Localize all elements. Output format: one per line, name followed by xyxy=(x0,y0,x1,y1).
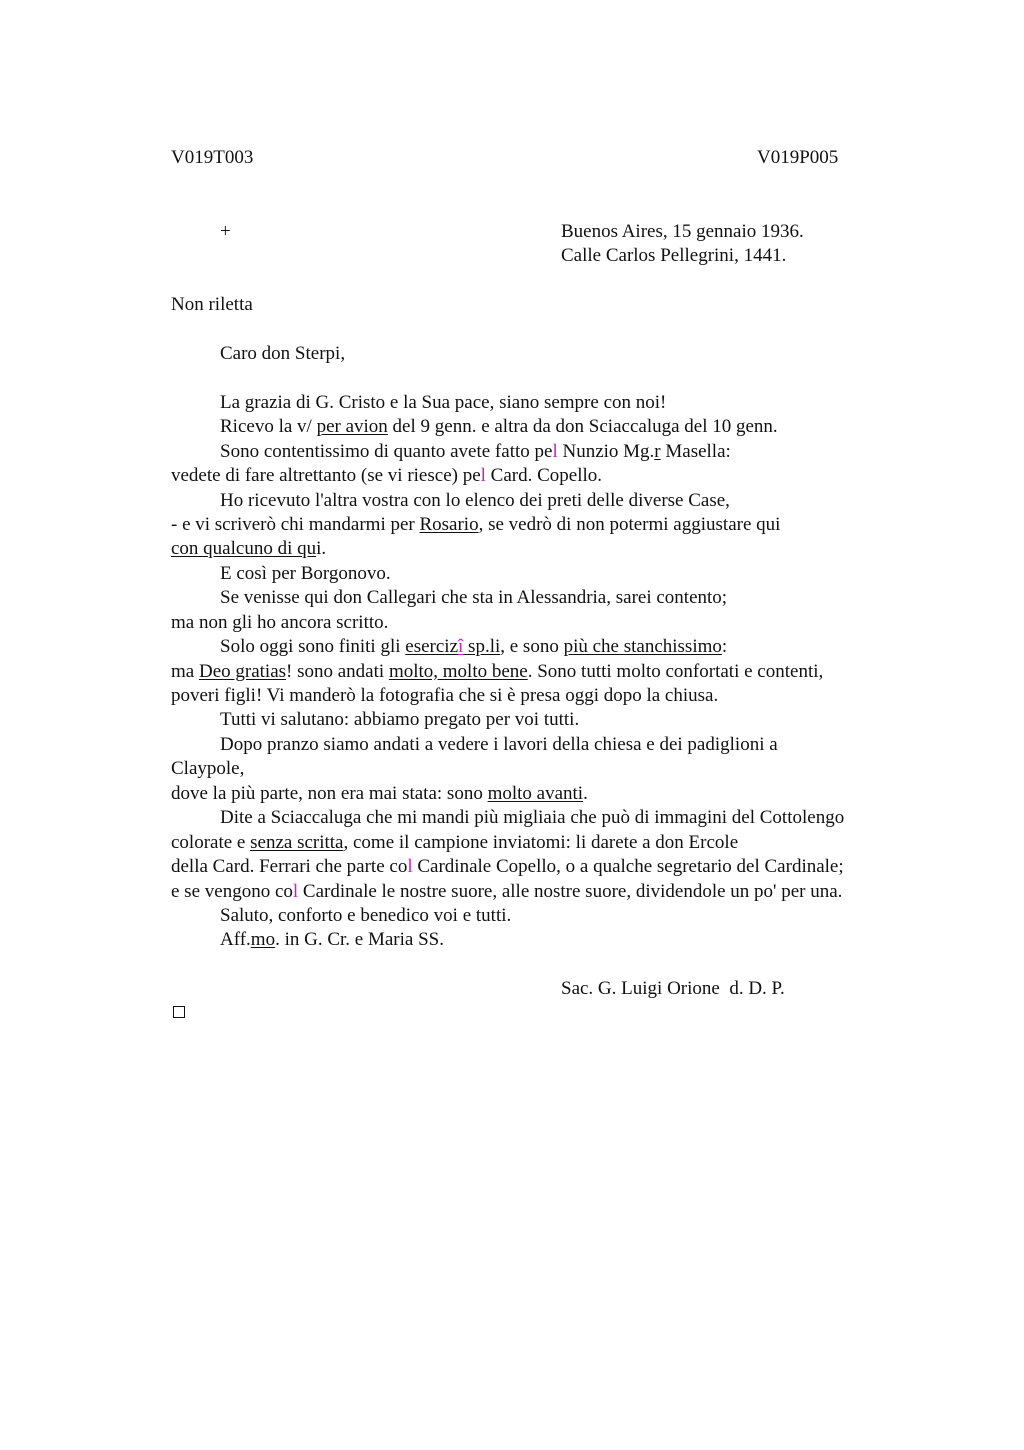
note-non-riletta: Non riletta xyxy=(171,294,253,315)
body-line: con qualcuno di qui. xyxy=(171,538,327,559)
body-line: ma non gli ho ancora scritto. xyxy=(171,612,389,633)
body-line: vedete di fare altrettanto (se vi riesce) pel Card. Copello. xyxy=(171,465,603,486)
body-line: e se vengono col Cardinale le nostre suore, alle nostre suore, dividendole un po' per una. xyxy=(171,881,843,902)
body-line: La grazia di G. Cristo e la Sua pace, siano sempre con noi! xyxy=(220,392,667,413)
signature: Sac. G. Luigi Orione d. D. P. xyxy=(561,978,785,999)
body-line: Ricevo la v/ per avion del 9 genn. e altra da don Sciaccaluga del 10 genn. xyxy=(220,416,778,437)
body-line: Solo oggi sono finiti gli esercizî sp.li, e sono più che stanchissimo: xyxy=(220,636,728,657)
body-line: - e vi scriverò chi mandarmi per Rosario, se vedrò di non potermi aggiustare qui xyxy=(171,514,781,535)
document-code-left: V019T003 xyxy=(171,147,254,168)
body-line: poveri figli! Vi manderò la fotografia che si è presa oggi dopo la chiusa. xyxy=(171,685,719,706)
salutation: Caro don Sterpi, xyxy=(220,343,346,364)
end-box-icon xyxy=(173,1006,185,1018)
place-date: Buenos Aires, 15 gennaio 1936. xyxy=(561,221,804,242)
body-line: Dite a Sciaccaluga che mi mandi più migliaia che può di immagini del Cottolengo xyxy=(220,807,845,828)
body-line: della Card. Ferrari che parte col Cardinale Copello, o a qualche segretario del Cardinale; xyxy=(171,856,844,877)
body-line: Se venisse qui don Callegari che sta in Alessandria, sarei contento; xyxy=(220,587,728,608)
body-line: Sono contentissimo di quanto avete fatto pel Nunzio Mg.r Masella: xyxy=(220,441,731,462)
cross-mark: + xyxy=(220,221,231,242)
body-line: Dopo pranzo siamo andati a vedere i lavori della chiesa e dei padiglioni a xyxy=(220,734,778,755)
body-line: ma Deo gratias! sono andati molto, molto bene. Sono tutti molto confortati e contenti, xyxy=(171,661,824,682)
document-code-right: V019P005 xyxy=(757,147,839,168)
body-line: Tutti vi salutano: abbiamo pregato per voi tutti. xyxy=(220,709,580,730)
closing-line: Aff.mo. in G. Cr. e Maria SS. xyxy=(220,929,444,950)
body-line: Claypole, xyxy=(171,758,245,779)
address: Calle Carlos Pellegrini, 1441. xyxy=(561,245,787,266)
body-line: dove la più parte, non era mai stata: sono molto avanti. xyxy=(171,783,588,804)
body-line: E così per Borgonovo. xyxy=(220,563,391,584)
body-line: Saluto, conforto e benedico voi e tutti. xyxy=(220,905,512,926)
body-line: Ho ricevuto l'altra vostra con lo elenco dei preti delle diverse Case, xyxy=(220,490,730,511)
body-line: colorate e senza scritta, come il campione inviatomi: li darete a don Ercole xyxy=(171,832,739,853)
